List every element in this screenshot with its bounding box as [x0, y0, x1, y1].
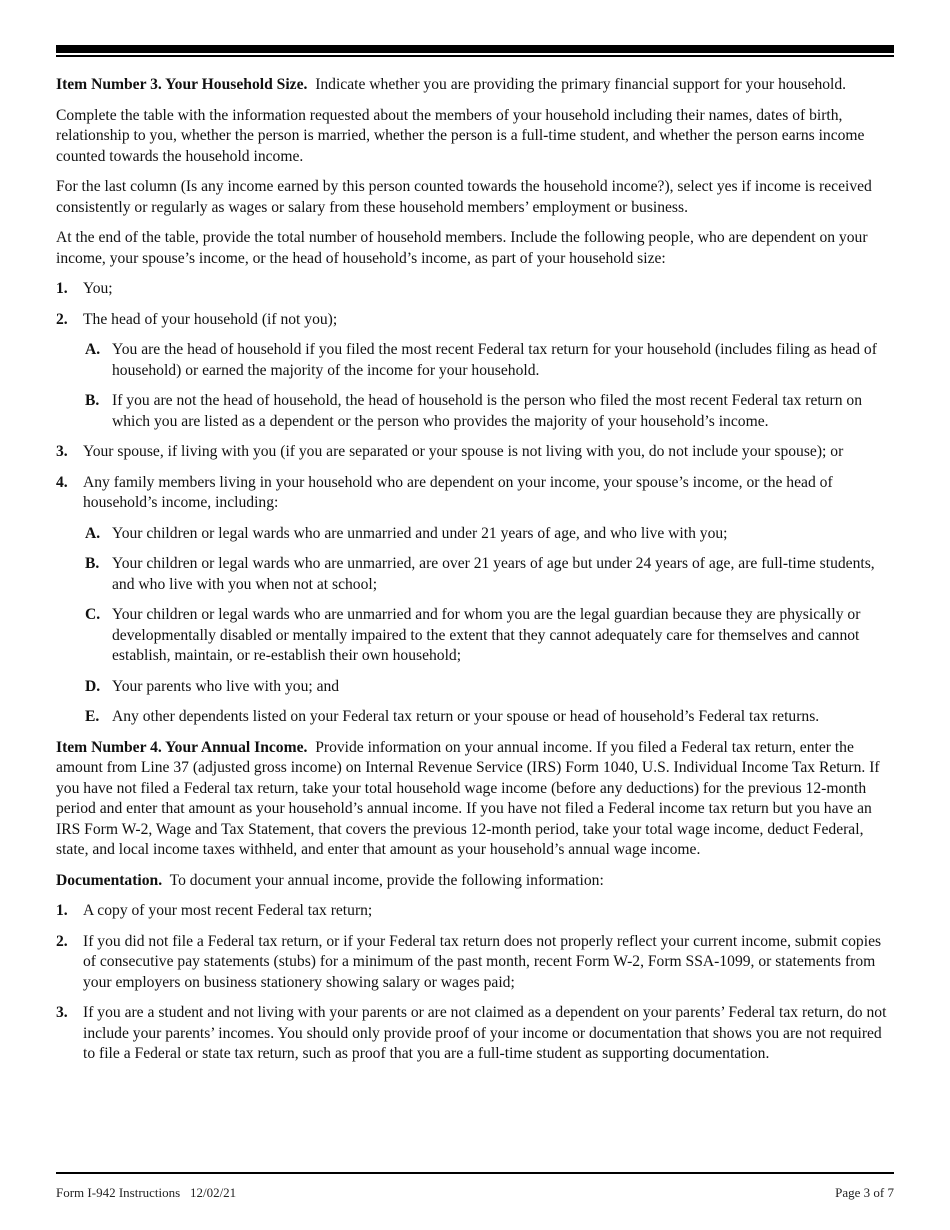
item4-text: Provide information on your annual income. If you filed a Federal tax return, enter the amount from Line 37 (adjusted gross income) on Internal Revenue Service (IRS) Form 1040, U.S. Individual Income Tax Return. If you have not filed a Federal tax return, take your total household wage income (before any deductions) for the previous 12-month period and enter that amount as your household’s annual income. If you have not filed a Federal income tax return but you have an IRS Form W-2, Wage and Tax Statement, that covers the previous 12-month period, take your total wage income, deduct Federal, state, and local income taxes withheld, and enter that amount as your household’s annual wage income. [56, 738, 880, 858]
list-number: 1. [56, 280, 68, 297]
list-number: 4. [56, 473, 68, 491]
item3-para1: Complete the table with the information requested about the members of your household including their names, dates of birth, relationship to you, whether the person is married, whether the person is a full-time student, and whether the person earns income counted towards the household income. [56, 106, 865, 165]
list-item [56, 1003, 894, 1065]
list-text: A copy of your most recent Federal tax return; [83, 902, 373, 919]
item3-heading: Item Number 3. Your Household Size. [56, 76, 308, 93]
item3-intro: Indicate whether you are providing the primary financial support for your household. [315, 76, 847, 93]
page-footer [56, 1172, 894, 1201]
sub-list-text: Your parents who live with you; and [112, 677, 340, 695]
list-item [56, 932, 894, 994]
sub-list-letter: E. [85, 708, 100, 725]
document-page [56, 45, 894, 1075]
sub-list-letter: A. [85, 341, 101, 358]
sub-list-item [85, 605, 894, 667]
sub-list-text: Any other dependents listed on your Federal tax return or your spouse or head of household’s Federal tax returns. [112, 708, 820, 725]
document-body [56, 75, 894, 1065]
list-text: You; [83, 280, 113, 297]
list-text: If you did not file a Federal tax return, or if your Federal tax return does not properly reflect your current income, submit copies of consecutive pay statements (stubs) for a minimum of the past month, recent Form W-2, Form SSA-1099, or statements from your employers on business stationery showing salary or wages paid; [83, 932, 882, 991]
sub-list-item [85, 524, 894, 545]
list-item [56, 473, 894, 514]
sub-list-text: If you are not the head of household, the head of household is the person who filed the most recent Federal tax return on which you are listed as a dependent or the person who provides the majority of your household’s income. [112, 392, 863, 430]
item3-para2: For the last column (Is any income earned by this person counted towards the household income?), select yes if income is received consistently or regularly as wages or salary from these household members’ employment or business. [56, 178, 872, 216]
footer-page-number: Page 3 of 7 [835, 1185, 894, 1200]
list-number: 1. [56, 902, 68, 919]
header-rule-thick [56, 45, 894, 53]
list-item [56, 310, 894, 331]
list-number: 2. [56, 310, 68, 328]
footer-row [56, 1185, 894, 1201]
sub-list-item [85, 391, 894, 432]
item4-paragraph [56, 738, 894, 861]
sub-list-item [85, 340, 894, 381]
list-number: 2. [56, 932, 68, 950]
footer-form-id: Form I-942 Instructions 12/02/21 [56, 1185, 237, 1200]
footer-rule [56, 1172, 894, 1174]
list-item [56, 442, 894, 463]
sub-list-text: Your children or legal wards who are unmarried, are over 21 years of age but under 24 years of age, are full-time students, and who live with you when not at school; [112, 555, 875, 593]
sub-list-text: Your children or legal wards who are unmarried and for whom you are the legal guardian because they are physically or developmentally disabled or mentally impaired to the extent that they cannot adequately care for themselves and cannot establish, maintain, or re-establish their own household; [112, 606, 861, 664]
item3-paragraph [56, 75, 894, 96]
sub-list-letter: A. [85, 524, 101, 542]
header-rule-thin [56, 55, 894, 57]
item3-para3: At the end of the table, provide the total number of household members. Include the following people, who are dependent on your income, your spouse’s income, or the head of household’s income, as part of your household size: [56, 229, 868, 267]
documentation-intro: To document your annual income, provide the following information: [169, 871, 604, 889]
documentation-paragraph [56, 871, 894, 892]
sub-list-item [85, 707, 894, 728]
list-text: The head of your household (if not you); [83, 310, 338, 328]
sub-list-text: You are the head of household if you filed the most recent Federal tax return for your household (includes filing as head of household) or earned the majority of the income for your household. [112, 341, 877, 379]
list-item [56, 901, 894, 922]
list-text: Any family members living in your household who are dependent on your income, your spouse’s income, or the head of household’s income, including: [83, 473, 833, 511]
list-item [56, 279, 894, 300]
item4-heading: Item Number 4. Your Annual Income. [56, 738, 308, 756]
sub-list-item [85, 554, 894, 595]
sub-list-letter: B. [85, 392, 100, 409]
sub-list-letter: D. [85, 677, 101, 695]
sub-list-letter: B. [85, 555, 100, 572]
sub-list-item [85, 677, 894, 698]
list-text: Your spouse, if living with you (if you are separated or your spouse is not living with you, do not include your spouse); or [83, 443, 844, 460]
sub-list-letter: C. [85, 606, 101, 623]
list-text: If you are a student and not living with your parents or are not claimed as a dependent on your parents’ Federal tax return, do not include your parents’ incomes. You should only provide proof of your income or documentation that shows you are not required to file a Federal or state tax return, such as proof that you are a full-time student as supporting documentation. [83, 1004, 887, 1062]
documentation-heading: Documentation. [56, 871, 163, 889]
sub-list-text: Your children or legal wards who are unmarried and under 21 years of age, and who live with you; [112, 524, 728, 542]
list-number: 3. [56, 443, 68, 460]
list-number: 3. [56, 1004, 68, 1021]
